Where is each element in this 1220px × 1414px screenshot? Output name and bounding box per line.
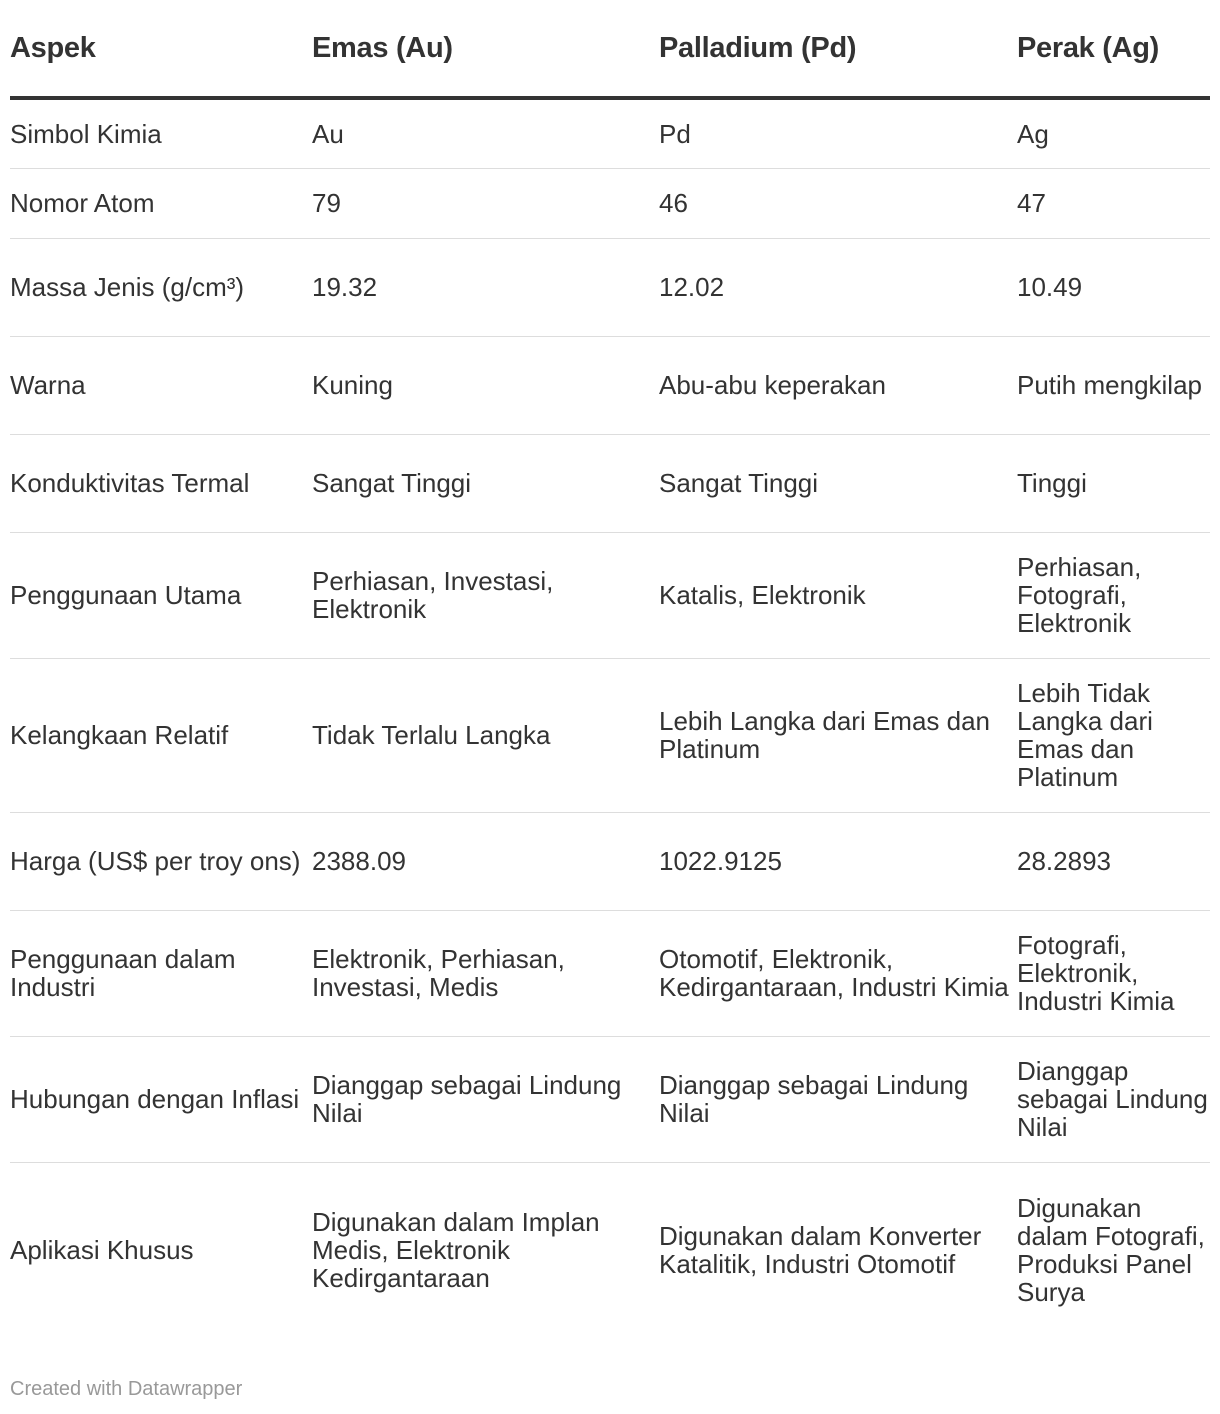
perak-cell: Tinggi — [1017, 434, 1210, 532]
datawrapper-credit: Created with Datawrapper — [10, 1378, 243, 1400]
row-label-cell: Warna — [10, 336, 312, 434]
table-row — [10, 238, 1210, 336]
emas-cell: 19.32 — [312, 238, 659, 336]
palladium-cell: Dianggap sebagai Lindung Nilai — [659, 1036, 1017, 1162]
palladium-cell: Katalis, Elektronik — [659, 532, 1017, 658]
emas-cell: Au — [312, 98, 659, 168]
row-label-cell: Massa Jenis (g/cm³) — [10, 238, 312, 336]
palladium-cell: 1022.9125 — [659, 812, 1017, 910]
row-label-cell: Hubungan dengan Inflasi — [10, 1036, 312, 1162]
row-label-cell: Penggunaan Utama — [10, 532, 312, 658]
perak-cell: Dianggap sebagai Lindung Nilai — [1017, 1036, 1210, 1162]
palladium-cell: Otomotif, Elektronik, Kedirgantaraan, Industri Kimia — [659, 910, 1017, 1036]
emas-cell: Perhiasan, Investasi, Elektronik — [312, 532, 659, 658]
palladium-cell: Abu-abu keperakan — [659, 336, 1017, 434]
palladium-cell: Digunakan dalam Konverter Katalitik, Industri Otomotif — [659, 1221, 982, 1280]
column-header-perak: Perak (Ag) — [1017, 0, 1210, 98]
palladium-cell: Pd — [659, 98, 1017, 168]
palladium-cell: Lebih Langka dari Emas dan Platinum — [659, 658, 1017, 812]
column-header-palladium: Palladium (Pd) — [659, 0, 1017, 98]
emas-cell: Sangat Tinggi — [312, 434, 659, 532]
palladium-cell: Sangat Tinggi — [659, 434, 1017, 532]
table-row — [10, 1036, 1210, 1162]
row-label-cell: Harga (US$ per troy ons) — [10, 812, 312, 910]
emas-cell: Digunakan dalam Implan Medis, Elektronik Kedirgantaraan — [312, 1207, 600, 1294]
perak-cell: Putih mengkilap — [1017, 336, 1210, 434]
perak-cell: Ag — [1017, 98, 1210, 168]
emas-cell: 79 — [312, 168, 659, 238]
perak-cell: Digunakan dalam Fotografi, Produksi Panel Surya — [1017, 1193, 1205, 1308]
comparison-table — [10, 0, 1210, 1338]
emas-cell: Elektronik, Perhiasan, Investasi, Medis — [312, 910, 659, 1036]
column-header-aspek: Aspek — [10, 0, 312, 98]
row-label-cell: Aplikasi Khusus — [10, 1235, 194, 1266]
emas-cell: Kuning — [312, 336, 659, 434]
perak-cell: 47 — [1017, 168, 1210, 238]
table-row — [10, 532, 1210, 658]
comparison-table-container — [10, 0, 1210, 1338]
column-header-emas: Emas (Au) — [312, 0, 659, 98]
emas-cell: Dianggap sebagai Lindung Nilai — [312, 1036, 659, 1162]
table-row — [10, 98, 1210, 168]
row-label-cell: Konduktivitas Termal — [10, 434, 312, 532]
table-row — [10, 812, 1210, 910]
palladium-cell: 46 — [659, 168, 1017, 238]
row-label-cell: Simbol Kimia — [10, 98, 312, 168]
perak-cell: 28.2893 — [1017, 812, 1210, 910]
palladium-cell: 12.02 — [659, 238, 1017, 336]
emas-cell: 2388.09 — [312, 812, 659, 910]
perak-cell: Lebih Tidak Langka dari Emas dan Platinum — [1017, 658, 1210, 812]
table-row — [10, 336, 1210, 434]
emas-cell: Tidak Terlalu Langka — [312, 658, 659, 812]
table-row — [10, 434, 1210, 532]
perak-cell: Fotografi, Elektronik, Industri Kimia — [1017, 910, 1210, 1036]
row-label-cell: Kelangkaan Relatif — [10, 658, 312, 812]
table-row — [10, 658, 1210, 812]
perak-cell: 10.49 — [1017, 238, 1210, 336]
row-label-cell: Nomor Atom — [10, 168, 312, 238]
table-row — [10, 1162, 1210, 1338]
row-label-cell: Penggunaan dalam Industri — [10, 910, 312, 1036]
table-row — [10, 910, 1210, 1036]
table-row — [10, 168, 1210, 238]
perak-cell: Perhiasan, Fotografi, Elektronik — [1017, 532, 1210, 658]
table-header-row — [10, 0, 1210, 98]
